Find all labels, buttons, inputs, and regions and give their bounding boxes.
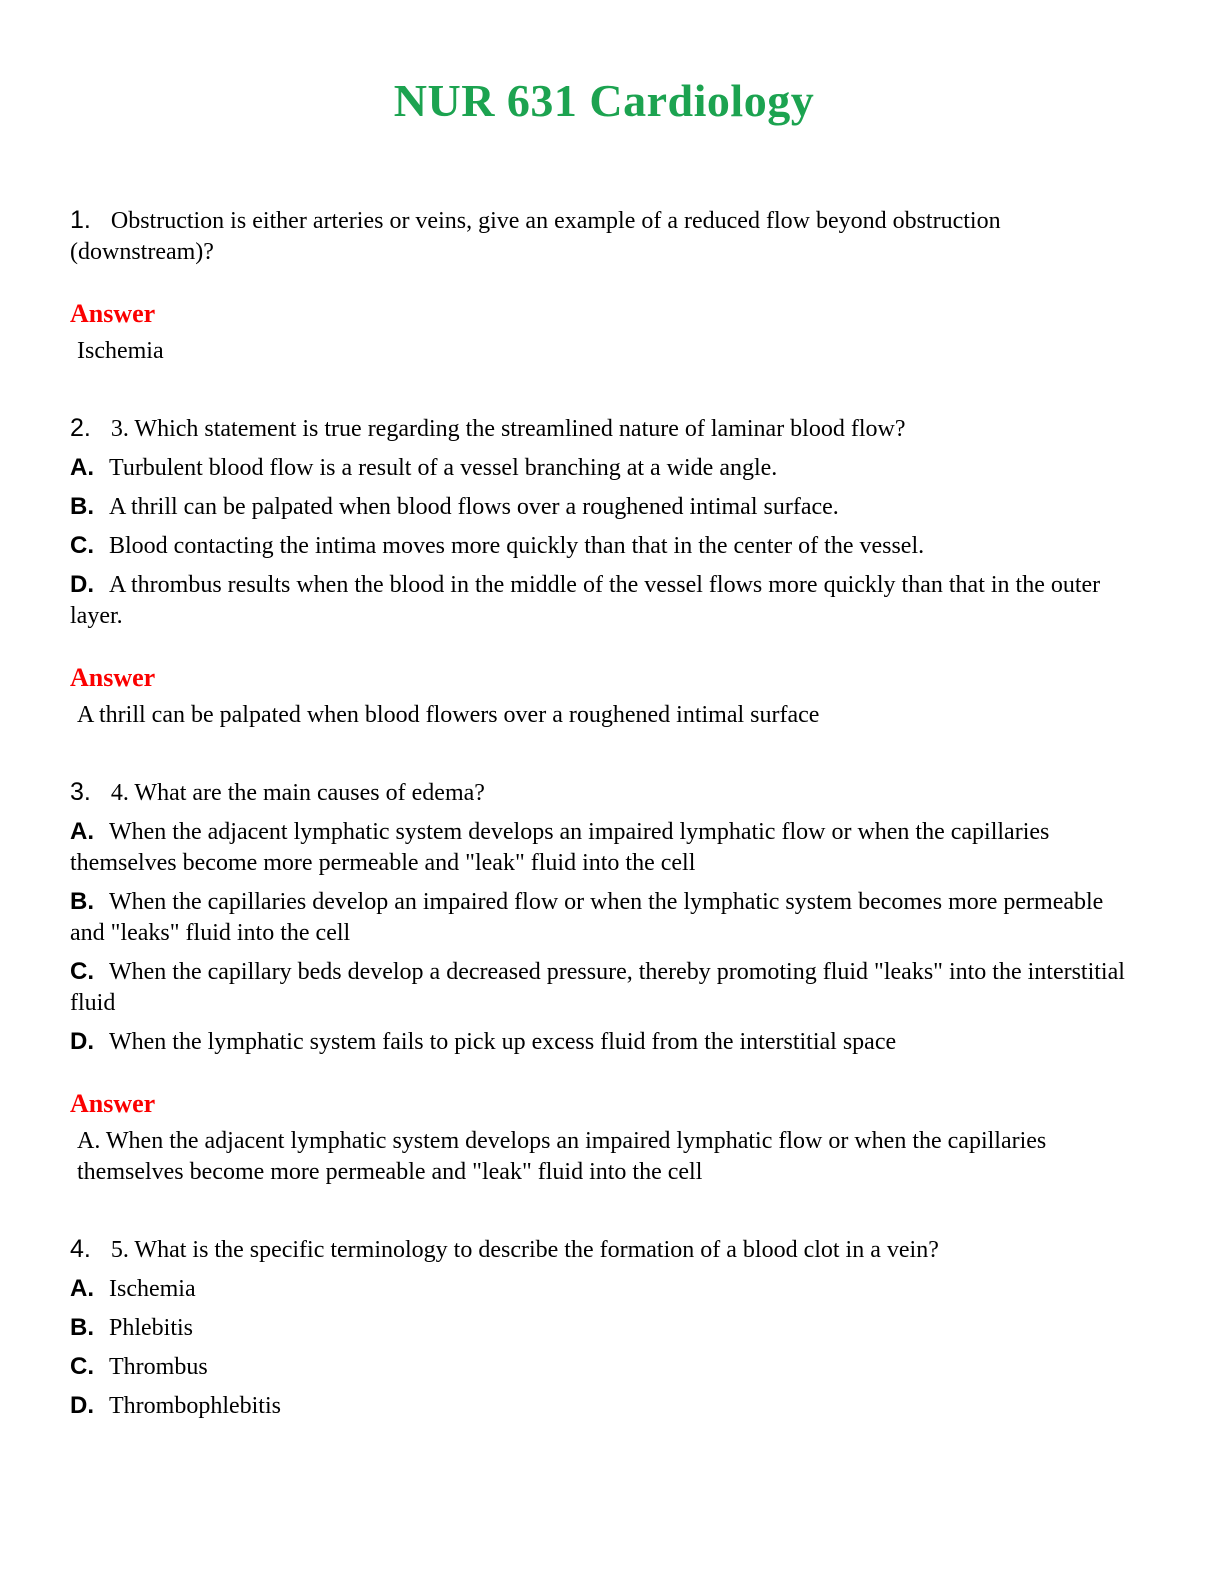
answer-option: [70, 886, 1138, 949]
question-number: 1.: [70, 206, 91, 234]
option-letter: A.: [70, 1275, 94, 1302]
option-text: When the capillary beds develop a decreased pressure, thereby promoting fluid "leaks" into the interstitial fluid: [70, 959, 1125, 1016]
qa-item: [70, 777, 1138, 1188]
option-letter: A.: [70, 454, 94, 481]
option-letter: C.: [70, 532, 94, 559]
question-body: 5. What is the specific terminology to describe the formation of a blood clot in a vein?: [110, 1237, 939, 1263]
question-body: 3. Which statement is true regarding the streamlined nature of laminar blood flow?: [110, 416, 906, 442]
option-text: When the capillaries develop an impaired flow or when the lymphatic system becomes more permeable and "leaks" fluid into the cell: [70, 889, 1104, 946]
option-text: Phlebitis: [109, 1315, 194, 1341]
answer-text: A. When the adjacent lymphatic system develops an impaired lymphatic flow or when the capillaries themselves become more permeable and "leak" fluid into the cell: [77, 1128, 1047, 1185]
qa-list: [70, 205, 1138, 1422]
question-number: 4.: [70, 1235, 91, 1263]
option-text: Turbulent blood flow is a result of a vessel branching at a wide angle.: [109, 455, 778, 481]
answer-block: [70, 298, 1138, 367]
answer-label: Answer: [70, 299, 156, 328]
option-letter: B.: [70, 888, 94, 915]
option-text: A thrombus results when the blood in the middle of the vessel flows more quickly than that in the outer layer.: [70, 572, 1101, 629]
option-text: Ischemia: [109, 1276, 196, 1302]
answer-option: [70, 491, 1138, 523]
option-letter: D.: [70, 1392, 94, 1419]
question-number: 2.: [70, 414, 91, 442]
answer-option: [70, 956, 1138, 1019]
answer-option: [70, 1351, 1138, 1383]
answer-option: [70, 1312, 1138, 1344]
option-letter: C.: [70, 958, 94, 985]
answer-text: Ischemia: [77, 338, 164, 364]
option-text: A thrill can be palpated when blood flows over a roughened intimal surface.: [109, 494, 839, 520]
question-text: [70, 1234, 1138, 1266]
answer-option: [70, 530, 1138, 562]
answer-option: [70, 1390, 1138, 1422]
qa-item: [70, 1234, 1138, 1422]
option-text: When the adjacent lymphatic system develops an impaired lymphatic flow or when the capillaries themselves become more permeable and "leak" fluid into the cell: [70, 819, 1050, 876]
question-body: Obstruction is either arteries or veins, give an example of a reduced flow beyond obstruction (downstream)?: [70, 208, 1001, 265]
option-text: Blood contacting the intima moves more quickly than that in the center of the vessel.: [109, 533, 925, 559]
option-letter: D.: [70, 571, 94, 598]
option-letter: C.: [70, 1353, 94, 1380]
answer-label: Answer: [70, 1089, 156, 1118]
question-text: [70, 205, 1138, 268]
answer-option: [70, 1273, 1138, 1305]
option-letter: B.: [70, 1314, 94, 1341]
answer-option: [70, 569, 1138, 632]
option-letter: A.: [70, 818, 94, 845]
option-text: When the lymphatic system fails to pick up excess fluid from the interstitial space: [109, 1029, 897, 1055]
page-title: NUR 631 Cardiology: [393, 75, 815, 126]
qa-item: [70, 413, 1138, 731]
answer-option: [70, 816, 1138, 879]
qa-item: [70, 205, 1138, 367]
answer-option: [70, 452, 1138, 484]
answer-text: A thrill can be palpated when blood flowers over a roughened intimal surface: [77, 702, 820, 728]
answer-block: [70, 662, 1138, 731]
question-text: [70, 413, 1138, 445]
option-letter: B.: [70, 493, 94, 520]
question-body: 4. What are the main causes of edema?: [110, 780, 485, 806]
question-text: [70, 777, 1138, 809]
question-number: 3.: [70, 778, 91, 806]
answer-block: [70, 1088, 1138, 1188]
option-text: Thrombophlebitis: [109, 1393, 281, 1419]
option-text: Thrombus: [109, 1354, 208, 1380]
answer-label: Answer: [70, 663, 156, 692]
option-letter: D.: [70, 1028, 94, 1055]
answer-option: [70, 1026, 1138, 1058]
